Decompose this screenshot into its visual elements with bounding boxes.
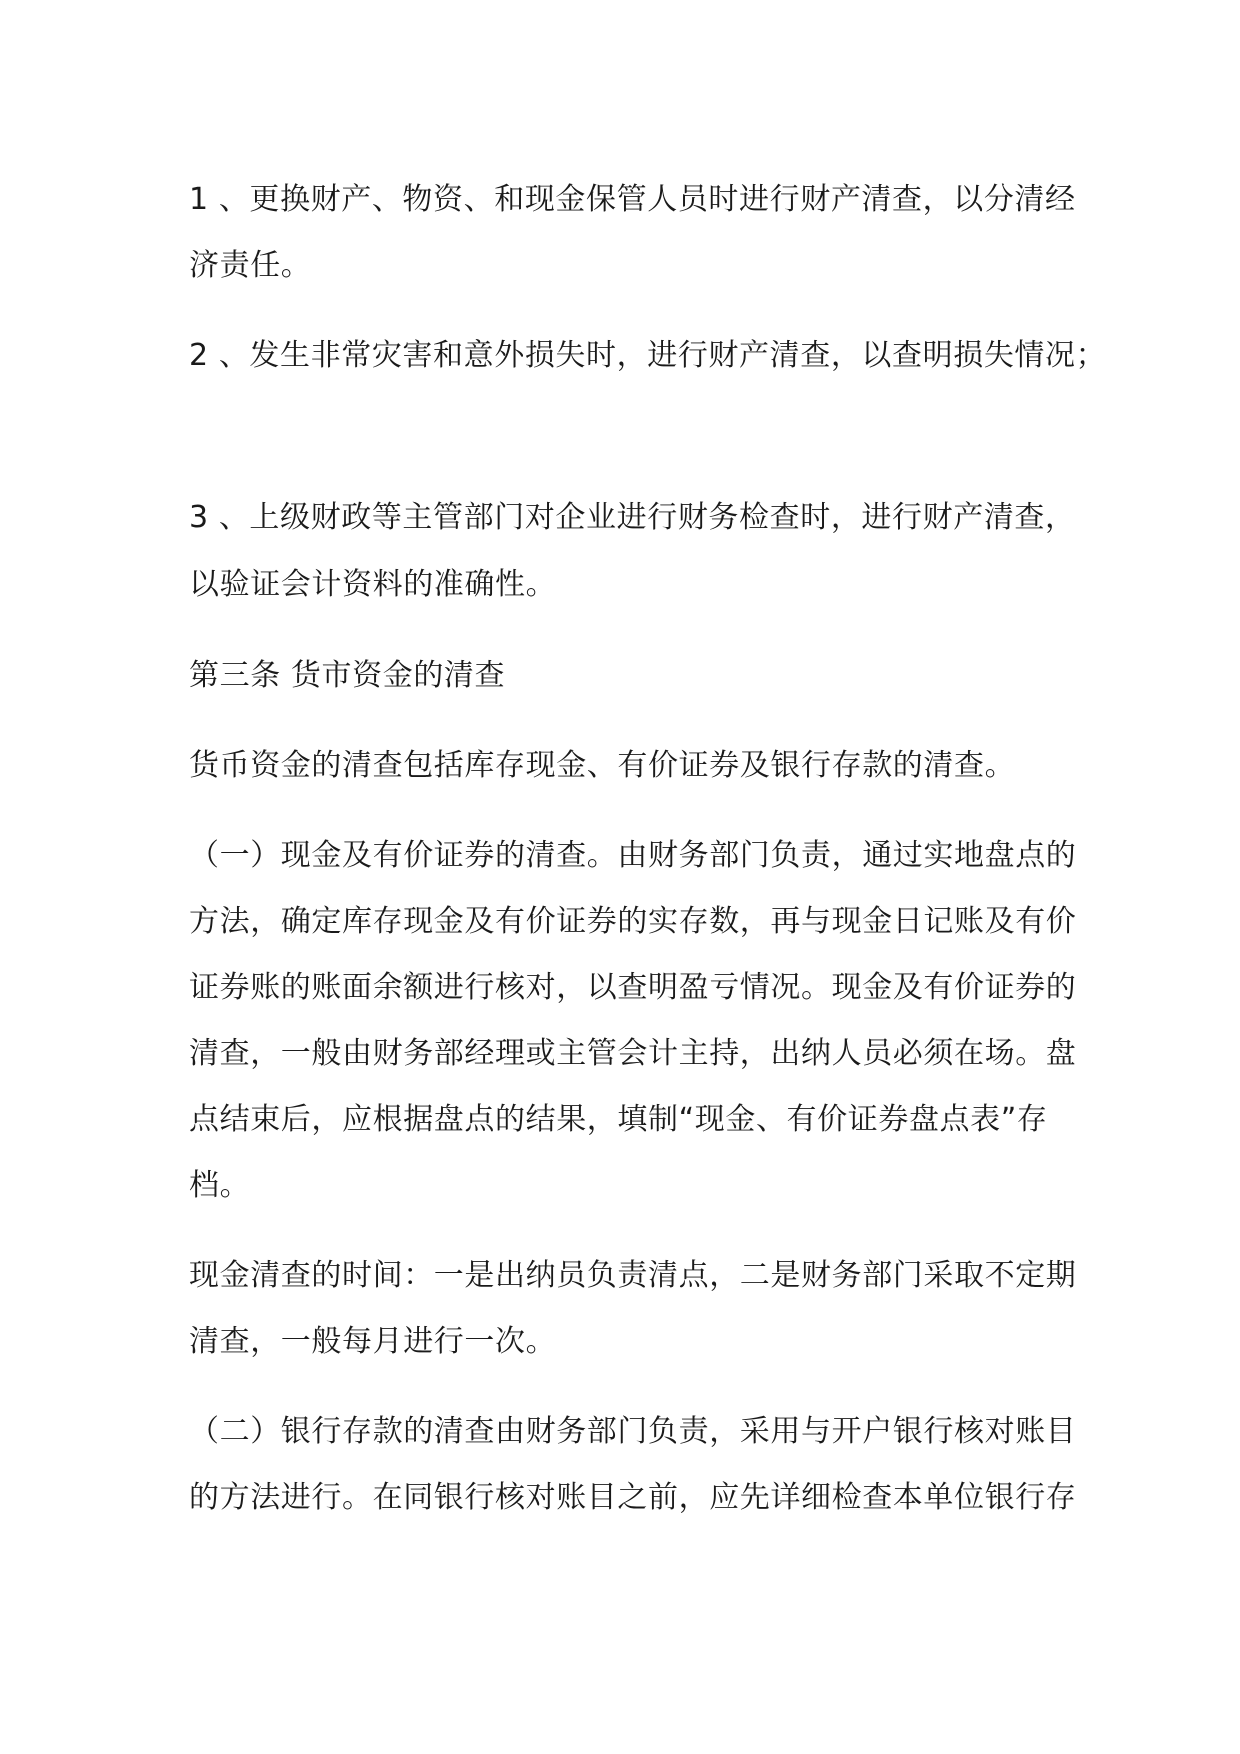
paragraph-line: （二）银行存款的清查由财务部门负责，采用与开户银行核对账目 — [189, 1414, 1077, 1449]
paragraph-line: 现金清查的时间：一是出纳员负责清点，二是财务部门采取不定期 — [189, 1258, 1077, 1293]
paragraph-line: （一）现金及有价证券的清查。由财务部门负责，通过实地盘点的 — [189, 838, 1077, 873]
paragraph-line: 3 、上级财政等主管部门对企业进行财务检查时，进行财产清查， — [189, 500, 1076, 535]
paragraph-line: 方法，确定库存现金及有价证券的实存数，再与现金日记账及有价 — [189, 904, 1077, 939]
paragraph-line: 点结束后，应根据盘点的结果，填制“现金、有价证券盘点表”存 — [189, 1102, 1048, 1137]
paragraph-line: 货币资金的清查包括库存现金、有价证券及银行存款的清查。 — [189, 748, 1016, 783]
paragraph-line: 清查，一般由财务部经理或主管会计主持，出纳人员必须在场。盘 — [189, 1036, 1077, 1071]
paragraph-line: 济责任。 — [189, 248, 312, 283]
paragraph-line: 证券账的账面余额进行核对，以查明盈亏情况。现金及有价证券的 — [189, 970, 1077, 1005]
paragraph-line: 以验证会计资料的准确性。 — [189, 567, 557, 602]
paragraph-line: 清查，一般每月进行一次。 — [189, 1324, 557, 1359]
paragraph-line: 1 、更换财产、物资、和现金保管人员时进行财产清查，以分清经 — [189, 182, 1076, 217]
paragraph-line: 的方法进行。在同银行核对账目之前，应先详细检查本单位银行存 — [189, 1480, 1077, 1515]
paragraph-line: 档。 — [189, 1168, 251, 1203]
section-title: 第三条 货市资金的清查 — [189, 658, 506, 693]
paragraph-line: 2 、发生非常灾害和意外损失时，进行财产清查，以查明损失情况； — [189, 338, 1107, 373]
